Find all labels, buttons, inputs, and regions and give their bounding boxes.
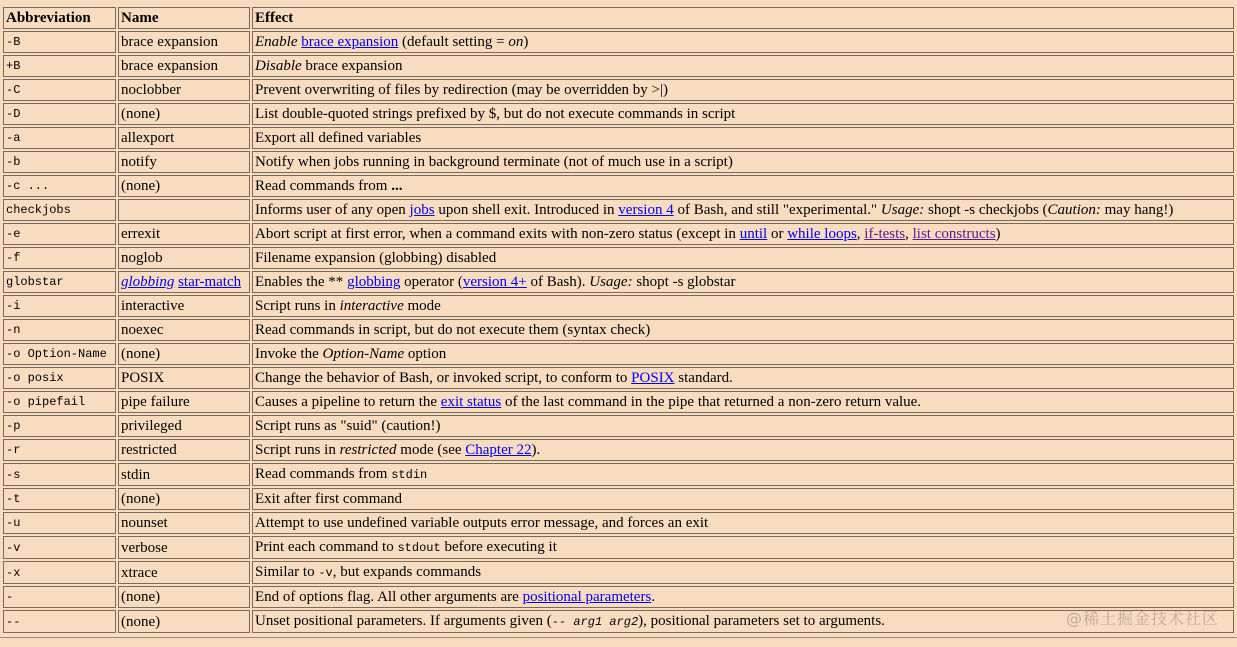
header-effect: Effect [252, 7, 1234, 29]
name-cell: noclobber [118, 79, 250, 101]
code-text: stdout [397, 541, 441, 555]
text-segment: Read commands from [255, 178, 392, 194]
name-cell: interactive [118, 295, 250, 317]
abbreviation-cell: -p [3, 415, 116, 437]
abbreviation-cell: -i [3, 295, 116, 317]
text-segment: Causes a pipeline to return the [255, 394, 441, 410]
table-row [3, 415, 1234, 437]
name-cell: (none) [118, 586, 250, 608]
abbreviation-cell: -- [3, 610, 116, 633]
text-segment: Filename expansion (globbing) disabled [255, 250, 497, 266]
name-cell: (none) [118, 343, 250, 365]
abbreviation-cell: globstar [3, 271, 116, 293]
name-cell: allexport [118, 127, 250, 149]
link[interactable]: while loops [787, 226, 857, 242]
text-segment: Export all defined variables [255, 130, 422, 146]
table-row [3, 247, 1234, 269]
abbreviation-cell: +B [3, 55, 116, 77]
name-cell: (none) [118, 610, 250, 633]
name-cell: nounset [118, 512, 250, 534]
abbreviation-cell: -x [3, 561, 116, 584]
table-row [3, 199, 1234, 221]
visited-link[interactable]: list constructs [912, 226, 996, 242]
name-cell: xtrace [118, 561, 250, 584]
text-segment: of the last command in the pipe that returned a non-zero return value. [501, 394, 922, 410]
effect-cell [252, 79, 1234, 101]
visited-link[interactable]: if-tests [864, 226, 906, 242]
table-row [3, 103, 1234, 125]
abbreviation-cell: -t [3, 488, 116, 510]
text-segment: Prevent overwriting of files by redirection (may be overridden by >|) [255, 82, 668, 98]
effect-cell [252, 199, 1234, 221]
text-segment: , [905, 226, 913, 242]
name-cell: stdin [118, 463, 250, 486]
table-row [3, 586, 1234, 608]
text-segment: ), positional parameters set to arguments. [638, 613, 885, 629]
name-cell [118, 199, 250, 221]
table-row [3, 343, 1234, 365]
abbreviation-cell: - [3, 586, 116, 608]
name-cell: restricted [118, 439, 250, 461]
name-cell: verbose [118, 536, 250, 559]
abbreviation-cell: -B [3, 31, 116, 53]
text-segment: Print each command to [255, 539, 398, 555]
link[interactable]: positional parameters [522, 589, 652, 605]
text-segment: operator ( [400, 274, 463, 290]
effect-cell [252, 271, 1234, 293]
italic-text: Disable [255, 58, 302, 74]
header-name: Name [118, 7, 250, 29]
effect-cell [252, 536, 1234, 559]
table-row [3, 439, 1234, 461]
code-text: -- [551, 615, 574, 629]
abbreviation-cell: -C [3, 79, 116, 101]
text-segment: option [404, 346, 447, 362]
name-cell: pipe failure [118, 391, 250, 413]
abbreviation-cell: -s [3, 463, 116, 486]
abbreviation-cell: -v [3, 536, 116, 559]
table-row [3, 55, 1234, 77]
abbreviation-cell: -c ... [3, 175, 116, 197]
link[interactable]: brace expansion [301, 34, 399, 50]
effect-cell [252, 488, 1234, 510]
name-cell: noglob [118, 247, 250, 269]
name-cell: brace expansion [118, 31, 250, 53]
effect-cell [252, 103, 1234, 125]
table-row [3, 127, 1234, 149]
text-segment: . [651, 589, 656, 605]
name-cell [118, 271, 250, 293]
text-segment: ) [995, 226, 1001, 242]
name-cell: notify [118, 151, 250, 173]
text-segment: Script runs in [255, 442, 340, 458]
link[interactable]: version 4+ [462, 274, 527, 290]
text-segment: Read commands in script, but do not execute them (syntax check) [255, 322, 651, 338]
effect-cell [252, 223, 1234, 245]
table-row [3, 561, 1234, 584]
bold-text: ... [391, 178, 403, 194]
abbreviation-cell: -r [3, 439, 116, 461]
text-segment: Script runs in [255, 298, 340, 314]
text-segment: ) [523, 34, 529, 50]
table-row [3, 79, 1234, 101]
effect-cell [252, 367, 1234, 389]
text-segment: Script runs as "suid" (caution!) [255, 418, 441, 434]
table-row [3, 512, 1234, 534]
name-cell: noexec [118, 319, 250, 341]
options-table-body [3, 31, 1234, 633]
text-segment: shopt -s globstar [632, 274, 736, 290]
link[interactable]: POSIX [631, 370, 675, 386]
table-row [3, 295, 1234, 317]
text-segment: (default setting = [398, 34, 509, 50]
name-cell: brace expansion [118, 55, 250, 77]
name-cell: (none) [118, 488, 250, 510]
watermark: @稀土掘金技术社区 [1065, 609, 1219, 628]
effect-cell [252, 391, 1234, 413]
text-segment: Notify when jobs running in background terminate (not of much use in a script) [255, 154, 733, 170]
italic-text: interactive [339, 298, 404, 314]
code-italic-text: arg1 arg2 [573, 615, 639, 629]
table-row [3, 223, 1234, 245]
text-segment: standard. [674, 370, 733, 386]
code-text: stdin [391, 468, 428, 482]
text-segment: Informs user of any open [255, 202, 410, 218]
text-segment: , [856, 226, 865, 242]
name-cell: privileged [118, 415, 250, 437]
name-cell: errexit [118, 223, 250, 245]
effect-cell [252, 127, 1234, 149]
link[interactable]: star-match [178, 274, 242, 290]
table-row [3, 367, 1234, 389]
abbreviation-cell: checkjobs [3, 199, 116, 221]
table-row [3, 271, 1234, 293]
effect-cell [252, 31, 1234, 53]
italic-text: on [508, 34, 524, 50]
name-cell: POSIX [118, 367, 250, 389]
link[interactable]: exit status [440, 394, 502, 410]
link[interactable]: until [739, 226, 768, 242]
text-segment: , but expands commands [332, 564, 482, 580]
italic-text: Usage: [589, 274, 633, 290]
effect-cell [252, 512, 1234, 534]
italic-text: Caution: [1047, 202, 1101, 218]
text-segment: Abort script at first error, when a command exits with non-zero status (except in [255, 226, 740, 242]
effect-cell [252, 175, 1234, 197]
text-segment: mode (see [396, 442, 466, 458]
effect-cell [252, 151, 1234, 173]
text-segment: or [767, 226, 788, 242]
table-row [3, 151, 1234, 173]
text-segment: Attempt to use undefined variable outputs error message, and forces an exit [255, 515, 709, 531]
text-segment: mode [403, 298, 441, 314]
text-segment: of Bash, and still "experimental." [673, 202, 881, 218]
abbreviation-cell: -D [3, 103, 116, 125]
name-cell: (none) [118, 175, 250, 197]
abbreviation-cell: -n [3, 319, 116, 341]
effect-cell [252, 247, 1234, 269]
text-segment: List double-quoted strings prefixed by $, but do not execute commands in script [255, 106, 736, 122]
text-segment: Invoke the [255, 346, 323, 362]
text-segment: may hang!) [1100, 202, 1174, 218]
text-segment: upon shell exit. Introduced in [434, 202, 619, 218]
abbreviation-cell: -o pipefail [3, 391, 116, 413]
abbreviation-cell: -u [3, 512, 116, 534]
effect-cell [252, 463, 1234, 486]
link[interactable]: Chapter 22 [465, 442, 532, 458]
abbreviation-cell: -o Option-Name [3, 343, 116, 365]
text-segment: of Bash). [526, 274, 590, 290]
abbreviation-cell: -a [3, 127, 116, 149]
bottom-divider [0, 637, 1237, 638]
table-row [3, 319, 1234, 341]
effect-cell [252, 415, 1234, 437]
abbreviation-cell: -e [3, 223, 116, 245]
italic-text: restricted [339, 442, 397, 458]
link[interactable]: jobs [409, 202, 435, 218]
effect-cell [252, 55, 1234, 77]
text-segment: Enables the ** [255, 274, 348, 290]
table-row [3, 610, 1234, 633]
italic-link[interactable]: globbing [121, 274, 175, 290]
italic-text: Usage: [880, 202, 925, 218]
table-row [3, 488, 1234, 510]
options-table [1, 5, 1236, 635]
header-row [3, 7, 1234, 29]
italic-text: Enable [255, 34, 298, 50]
code-text: -v [318, 566, 333, 580]
text-segment: before executing it [440, 539, 557, 555]
effect-cell [252, 586, 1234, 608]
table-row [3, 536, 1234, 559]
table-row [3, 463, 1234, 486]
abbreviation-cell: -b [3, 151, 116, 173]
header-abbreviation: Abbreviation [3, 7, 116, 29]
text-segment: Change the behavior of Bash, or invoked script, to conform to [255, 370, 632, 386]
effect-cell [252, 439, 1234, 461]
name-cell: (none) [118, 103, 250, 125]
effect-cell [252, 343, 1234, 365]
link[interactable]: globbing [347, 274, 401, 290]
text-segment: Similar to [255, 564, 319, 580]
table-row [3, 391, 1234, 413]
link[interactable]: version 4 [618, 202, 674, 218]
text-segment: shopt -s checkjobs ( [924, 202, 1048, 218]
effect-cell [252, 319, 1234, 341]
table-row [3, 31, 1234, 53]
text-segment: Exit after first command [255, 491, 403, 507]
table-row [3, 175, 1234, 197]
text-segment: Read commands from [255, 466, 392, 482]
abbreviation-cell: -f [3, 247, 116, 269]
text-segment: brace expansion [301, 58, 403, 74]
effect-cell [252, 561, 1234, 584]
text-segment: End of options flag. All other arguments are [255, 589, 523, 605]
italic-text: Option-Name [322, 346, 405, 362]
effect-cell [252, 295, 1234, 317]
text-segment: Unset positional parameters. If arguments given ( [255, 613, 552, 629]
text-segment: ). [531, 442, 541, 458]
abbreviation-cell: -o posix [3, 367, 116, 389]
